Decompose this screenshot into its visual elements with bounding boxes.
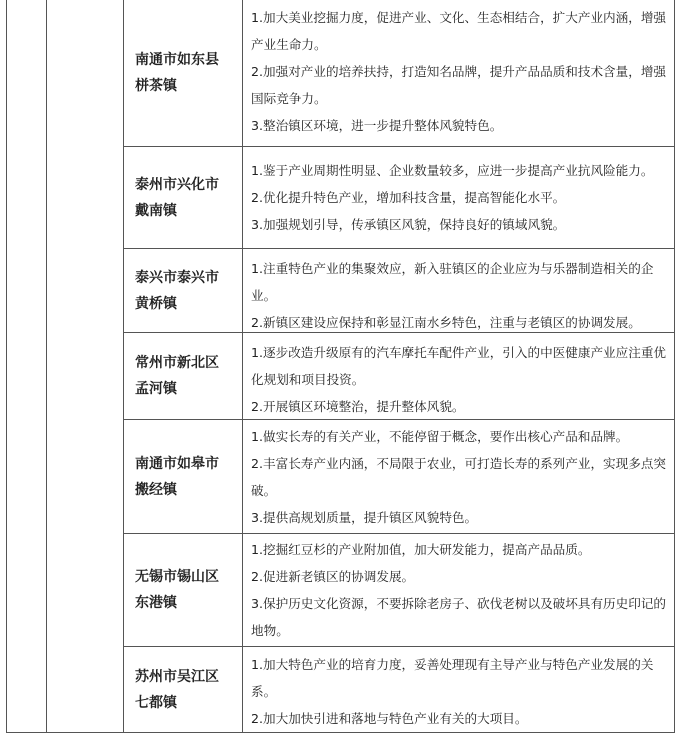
recommendation-item: 2.新镇区建设应保持和彰显江南水乡特色，注重与老镇区的协调发展。	[251, 315, 641, 330]
town-name: 苏州市吴江区七都镇	[135, 668, 219, 711]
table-row	[124, 249, 242, 332]
recommendation-item: 3.加强规划引导，传承镇区风貌，保持良好的镇域风貌。	[251, 217, 566, 232]
table-border-bottom	[6, 732, 674, 733]
table-row	[124, 647, 242, 732]
recommendation-item: 1.加大特色产业的培育力度，妥善处理现有主导产业与特色产业发展的关系。	[251, 657, 654, 699]
recommendation-item: 1.加大美业挖掘力度，促进产业、文化、生态相结合，扩大产业内涵，增强产业生命力。	[251, 10, 667, 52]
recommendation-item: 2.优化提升特色产业，增加科技含量，提高智能化水平。	[251, 190, 566, 205]
recommendation-item: 3.整治镇区环境，进一步提升整体风貌特色。	[251, 118, 503, 133]
town-name: 南通市如皋市搬经镇	[135, 455, 219, 498]
column-divider	[46, 0, 47, 733]
recommendation-item: 1.做实长寿的有关产业，不能停留于概念，要作出核心产品和品牌。	[251, 429, 629, 444]
recommendation-cell	[243, 4, 673, 139]
recommendation-item: 1.逐步改造升级原有的汽车摩托车配件产业，引入的中医健康产业应注重优化规划和项目投资。	[251, 345, 667, 387]
table-row	[124, 147, 242, 248]
recommendation-cell	[243, 536, 673, 644]
table-row	[124, 0, 242, 146]
recommendation-item: 2.加强对产业的培养扶持，打造知名品牌，提升产品品质和技术含量，增强国际竞争力。	[251, 64, 667, 106]
town-name: 泰州市兴化市戴南镇	[135, 176, 219, 219]
recommendation-cell	[243, 339, 673, 420]
recommendation-item: 1.鉴于产业周期性明显、企业数量较多，应进一步提高产业抗风险能力。	[251, 163, 654, 178]
recommendation-item: 3.保护历史文化资源，不要拆除老房子、砍伐老树以及破坏具有历史印记的地物。	[251, 596, 667, 638]
recommendation-cell	[243, 423, 673, 531]
table-row	[124, 333, 242, 419]
town-name: 常州市新北区孟河镇	[135, 355, 219, 397]
town-name: 无锡市锡山区东港镇	[135, 569, 219, 611]
recommendation-item: 2.开展镇区环境整治，提升整体风貌。	[251, 399, 465, 414]
recommendation-cell	[243, 157, 673, 238]
recommendation-cell	[243, 651, 673, 732]
table-border-left	[6, 0, 7, 733]
recommendation-item: 1.注重特色产业的集聚效应，新入驻镇区的企业应为与乐器制造相关的企业。	[251, 261, 654, 303]
recommendation-table	[6, 0, 676, 733]
recommendation-item: 2.丰富长寿产业内涵，不局限于农业，可打造长寿的系列产业，实现多点突破。	[251, 456, 667, 498]
table-border-right	[674, 0, 675, 733]
recommendation-item: 2.促进新老镇区的协调发展。	[251, 569, 415, 584]
table-row	[124, 420, 242, 533]
recommendation-cell	[243, 255, 673, 336]
town-name: 南通市如东县栟茶镇	[135, 52, 219, 94]
recommendation-item: 2.加大加快引进和落地与特色产业有关的大项目。	[251, 711, 528, 726]
town-name: 泰兴市泰兴市黄桥镇	[135, 269, 219, 312]
recommendation-item: 3.提供高规划质量，提升镇区风貌特色。	[251, 510, 478, 525]
recommendation-item: 1.挖掘红豆杉的产业附加值，加大研发能力，提高产品品质。	[251, 542, 591, 557]
table-row	[124, 534, 242, 646]
